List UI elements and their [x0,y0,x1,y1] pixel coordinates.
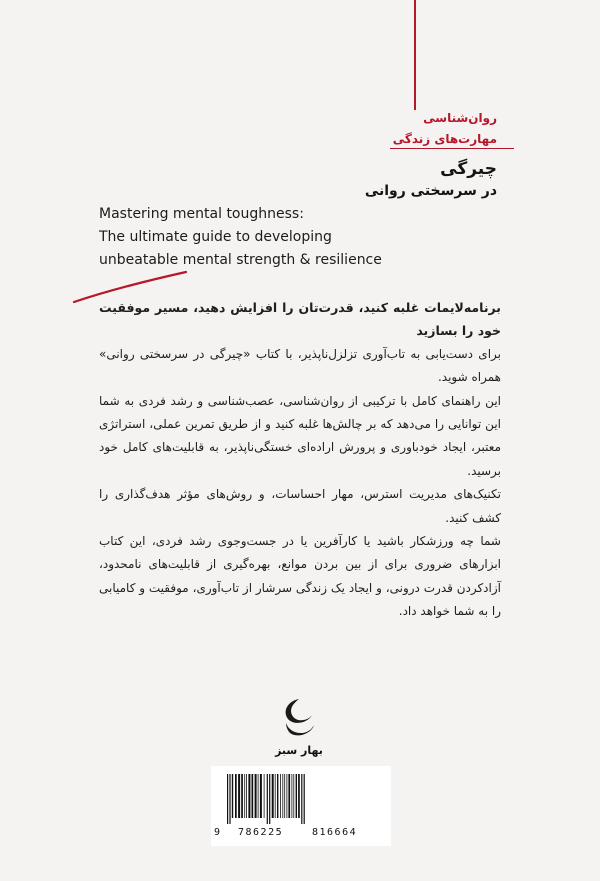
english-title [99,203,429,272]
barcode-bar [288,774,290,818]
barcode-bar [264,774,265,818]
barcode-bar [272,774,274,818]
barcode-left-group: 786225 [238,827,284,838]
blurb-paragraph-3: تکنیک‌های مدیریت استرس، مهار احساسات، و روش‌های مؤثر هدف‌گذاری را کشف کنید. [99,487,501,525]
barcode-bar [298,774,300,818]
barcode-bar [280,774,281,818]
barcode-bar [232,774,233,818]
barcode-bar [258,774,259,818]
barcode-bar [301,774,302,824]
barcode-bar [238,774,240,818]
accent-vertical-line [414,0,416,110]
blurb-paragraph-4: شما چه ورزشکار باشید یا کارآفرین یا در جست‌وجوی رشد فردی، این کتاب ابزارهای ضروری برای از بین بردن موانع، بهره‌گیری از قابلیت‌های نامحدود، آزادکردن قدرت درونی، و ایجاد یک زندگی سرشار از تاب‌آوری، موفقیت و کامیابی را به شما خواهد داد. [99,534,501,619]
barcode-bar [248,774,250,818]
barcode-bar [304,774,305,824]
blurb-paragraph-2: این راهنمای کامل با ترکیبی از روان‌شناسی، عصب‌شناسی و رشد فردی به شما این توانایی را می‌دهد که بر چالش‌ها غلبه کنید و از طریق تمرین عملی، استراتژی معتبر، ایجاد خودباوری و پرورش اراده‌ای خستگی‌ناپذیر، به قابلیت‌های کامل خود برسید. [99,393,501,478]
barcode-bar [296,774,297,818]
barcode-bar [293,774,294,818]
barcode-bar [229,774,230,824]
blurb [99,296,501,624]
barcode-bar [275,774,276,818]
category-psychology: روان‌شناسی [423,111,497,125]
barcode-prefix: 9 [214,827,222,838]
barcode-bar [255,774,257,818]
english-title-line2: The ultimate guide to developing [99,229,332,245]
barcode-bar [227,774,228,824]
blurb-paragraph-1: برای دست‌یابی به تاب‌آوری تزلزل‌ناپذیر، با کتاب «چیرگی در سرسختی روانی» همراه شوید. [99,346,501,385]
barcode-bar [241,774,243,818]
barcode-bar [244,774,245,818]
barcode-right-group: 816664 [312,827,358,838]
publisher-name: بهار سبز [275,744,323,757]
blurb-lead: برنامه‌لایمات غلبه کنید، قدرت‌تان را افزایش دهید، مسیر موفقیت خود را بسازید [99,300,501,339]
barcode-bar [269,774,270,824]
barcode-bar [246,774,247,818]
barcode-bar [235,774,237,818]
persian-title [365,158,497,202]
barcode-bar [287,774,288,818]
barcode-bar [292,774,293,818]
barcode-bar [277,774,278,818]
persian-title-line2: در سرسختی روانی [364,183,497,199]
english-title-line1: Mastering mental toughness: [99,206,304,222]
barcode-bar [284,774,285,818]
barcode-bar [282,774,283,818]
accent-rule [390,148,514,149]
isbn-barcode [225,774,373,824]
category-labels [297,108,497,150]
english-title-line3: unbeatable mental strength & resilience [99,252,382,268]
barcode-bar [260,774,262,818]
category-life-skills: مهارت‌های زندگی [392,132,497,146]
barcode-bar [252,774,254,818]
barcode-bar [267,774,268,824]
persian-title-line1: چیرگی [440,159,497,179]
barcode-digits [212,827,388,841]
